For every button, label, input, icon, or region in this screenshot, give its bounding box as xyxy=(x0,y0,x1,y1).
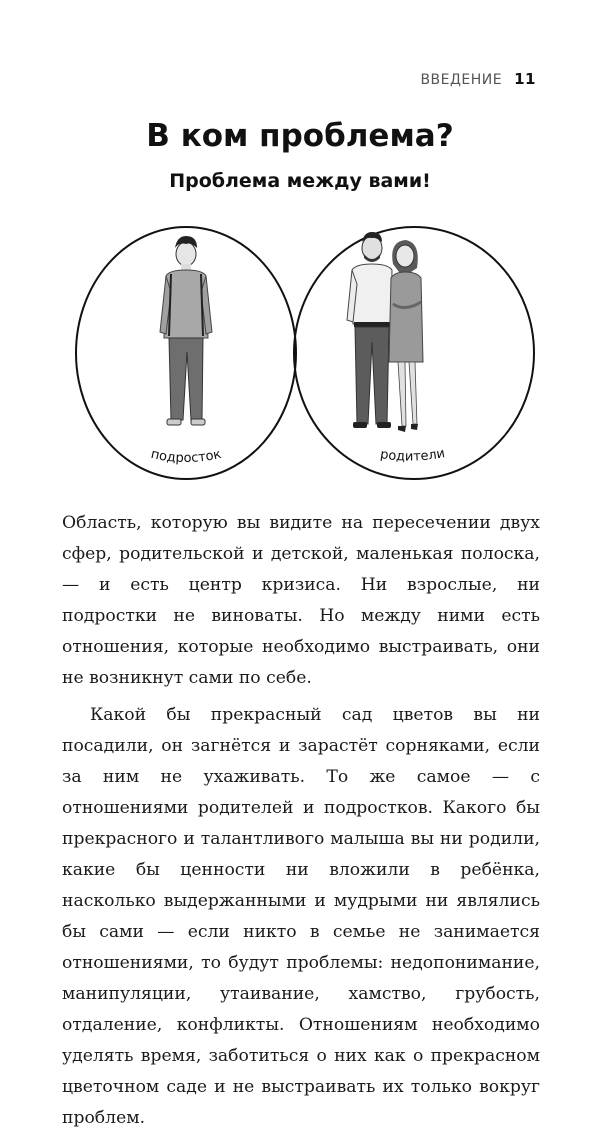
parents-label: родители xyxy=(379,446,447,465)
paragraph-2: Какой бы прекрасный сад цветов вы ни посадили, он загнётся и зарастёт сорняками, если за ним не ухаживать. То же самое — с отношениями родителей и подростков. Какого бы прекрасного и талантливого малыша вы ни родили, какие бы ценности ни вложили в ребёнка, насколько выдержанными и мудрыми ни являлись бы сами — если никто в семье не занимается отношениями, то будут проблемы: недопонимание, манипуляции, утаивание, хамство, грубость, отдаление, конфликты. Отношениям необходимо уделять время, заботиться о них как о прекрасном цветочном саде и не выстраивать их только вокруг проблем. xyxy=(62,705,540,1128)
running-head-section: ВВЕДЕНИЕ xyxy=(420,72,503,88)
running-head xyxy=(420,70,536,88)
mother-figure xyxy=(389,240,423,432)
teenager-figure xyxy=(160,236,212,425)
body-text xyxy=(62,508,540,1134)
page-title: В ком проблема? xyxy=(146,118,454,154)
venn-diagram xyxy=(65,212,535,492)
father-figure xyxy=(347,232,392,428)
paragraph-1: Область, которую вы видите на пересечении двух сфер, родительской и детской, маленькая полоска, — и есть центр кризиса. Ни взрослые, ни подростки не виноваты. Но между ними есть отношения, которые необходимо выстраивать, они не возникнут сами по себе. xyxy=(62,513,540,688)
page-number: 11 xyxy=(514,70,536,88)
teen-label: подросток xyxy=(149,446,223,467)
page-subtitle: Проблема между вами! xyxy=(169,170,431,192)
